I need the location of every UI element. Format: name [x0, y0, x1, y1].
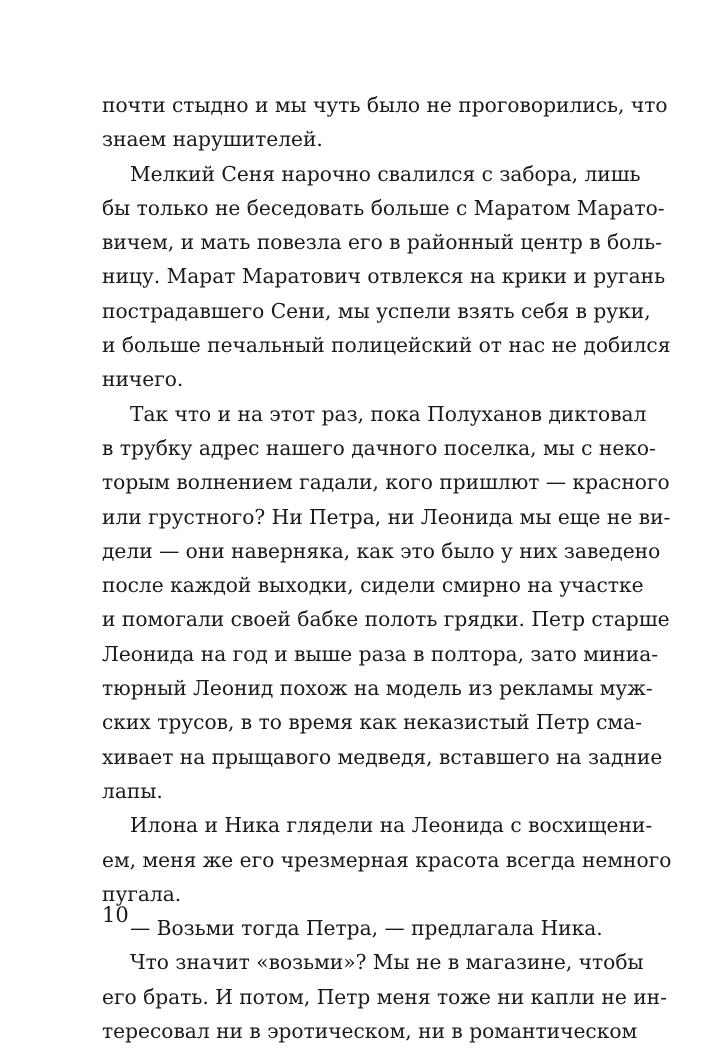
text-line: пугала.	[102, 881, 182, 906]
text-line: бы только не беседовать больше с Маратом Марато-	[102, 195, 665, 220]
text-line: в трубку адрес нашего дачного поселка, мы с неко-	[102, 435, 656, 460]
text-line: Илона и Ника глядели на Леонида с восхищени-	[130, 813, 653, 838]
text-line: вичем, и мать повезла его в районный центр в боль-	[102, 230, 662, 255]
text-line: хивает на прыщавого медведя, вставшего на задние	[102, 744, 663, 769]
body-text	[102, 88, 672, 1048]
text-line: — Возьми тогда Петра, — предлагала Ника.	[130, 916, 603, 941]
text-line: Леонида на год и выше раза в полтора, зато миниа-	[102, 641, 659, 666]
text-line: ем, меня же его чрезмерная красота всегда немного	[102, 847, 672, 872]
text-line: лапы.	[102, 778, 163, 803]
text-line: пострадавшего Сени, мы успели взять себя в руки,	[102, 298, 651, 323]
text-line: торым волнением гадали, кого пришлют — красного	[102, 470, 670, 495]
text-line: почти стыдно и мы чуть было не проговорились, что	[102, 93, 668, 117]
text-line: и помогали своей бабке полоть грядки. Петр старше	[102, 607, 670, 632]
text-line: тюрный Леонид похож на модель из рекламы муж-	[102, 676, 653, 701]
text-line: тересовал ни в эротическом, ни в романтическом	[102, 1019, 638, 1044]
text-line: Что значит «возьми»? Мы не в магазине, чтобы	[130, 950, 644, 975]
text-line: ничего.	[102, 367, 184, 392]
text-line: ницу. Марат Маратович отвлекся на крики и ругань	[102, 264, 666, 289]
text-line: или грустного? Ни Петра, ни Леонида мы еще не ви-	[102, 504, 671, 529]
text-line: ских трусов, в то время как неказистый Петр сма-	[102, 710, 642, 735]
page-number: 10	[102, 903, 129, 927]
text-line: знаем нарушителей.	[102, 127, 323, 152]
text-line: его брать. И потом, Петр меня тоже ни капли не ин-	[102, 984, 667, 1009]
text-line: дели — они наверняка, как это было у них заведено	[102, 538, 661, 563]
text-line: и больше печальный полицейский от нас не добился	[102, 333, 671, 358]
text-line: Мелкий Сеня нарочно свалился с забора, лишь	[130, 161, 641, 186]
text-line: Так что и на этот раз, пока Полуханов диктовал	[130, 401, 647, 426]
text-line: после каждой выходки, сидели смирно на участке	[102, 573, 644, 598]
